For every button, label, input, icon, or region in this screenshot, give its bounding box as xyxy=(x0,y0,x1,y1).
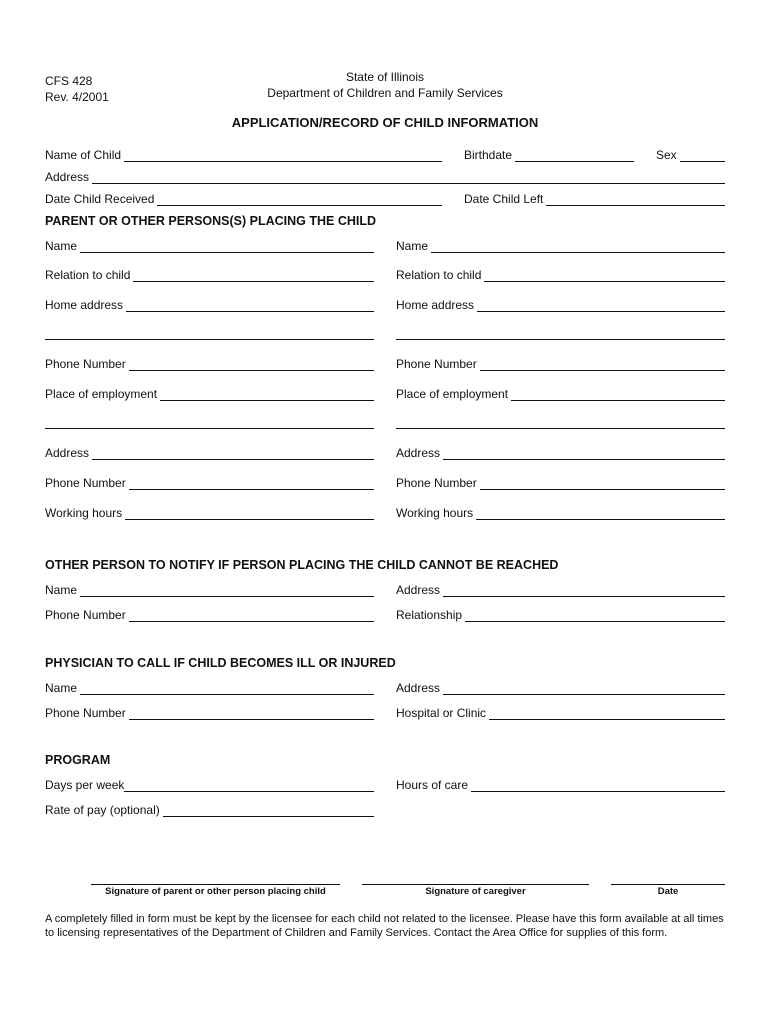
physician-phone-field[interactable] xyxy=(45,704,374,720)
rate-of-pay-field[interactable] xyxy=(45,801,374,817)
parent2-working-hours-label: Working hours xyxy=(396,506,474,520)
physician-name-field[interactable] xyxy=(45,679,374,695)
footer-instructions: A completely filled in form must be kept by the licensee for each child not related to the licensee. Please have this form available at all times to licensing representatives of the Department of Children and Family Services. Contact the Area Office for supplies of this form. xyxy=(45,913,724,939)
physician-section-heading: PHYSICIAN TO CALL IF CHILD BECOMES ILL OR INJURED xyxy=(45,656,396,670)
date-signature-label: Date xyxy=(657,886,679,897)
hours-of-care-field[interactable] xyxy=(396,776,725,792)
parent2-relation-label: Relation to child xyxy=(396,268,482,282)
parent2-phone-label: Phone Number xyxy=(396,357,477,371)
program-section-heading: PROGRAM xyxy=(45,753,111,767)
parent1-phone-label: Phone Number xyxy=(45,357,126,371)
notify-address-label: Address xyxy=(396,583,441,597)
hospital-field[interactable] xyxy=(396,704,725,720)
date-received-field[interactable] xyxy=(45,190,442,206)
physician-address-label: Address xyxy=(396,681,441,695)
form-number: CFS 428 xyxy=(45,74,93,88)
parent1-home-address-line2[interactable] xyxy=(45,339,374,340)
days-per-week-field[interactable] xyxy=(45,776,374,792)
parent2-employment-line2[interactable] xyxy=(396,428,725,429)
sex-label: Sex xyxy=(656,148,677,162)
physician-address-field[interactable] xyxy=(396,679,725,695)
parent1-home-address-label: Home address xyxy=(45,298,124,312)
form-revision: Rev. 4/2001 xyxy=(45,90,109,104)
notify-section-heading: OTHER PERSON TO NOTIFY IF PERSON PLACING THE CHILD CANNOT BE REACHED xyxy=(45,558,559,572)
parent-section-heading: PARENT OR OTHER PERSONS(S) PLACING THE CHILD xyxy=(45,214,377,228)
parent1-work-phone-field[interactable] xyxy=(45,474,374,490)
date-signature-line[interactable] xyxy=(611,884,725,885)
notify-phone-field[interactable] xyxy=(45,606,374,622)
parent2-name-field[interactable] xyxy=(396,237,725,253)
caregiver-signature-label: Signature of caregiver xyxy=(425,886,526,897)
parent2-home-address-field[interactable] xyxy=(396,296,725,312)
date-left-field[interactable] xyxy=(464,190,725,206)
parent1-name-field[interactable] xyxy=(45,237,374,253)
physician-phone-label: Phone Number xyxy=(45,706,126,720)
notify-name-field[interactable] xyxy=(45,581,374,597)
child-address-field[interactable] xyxy=(45,168,725,184)
parent2-employment-label: Place of employment xyxy=(396,387,509,401)
parent1-home-address-field[interactable] xyxy=(45,296,374,312)
parent1-name-label: Name xyxy=(45,239,78,253)
parent2-working-hours-field[interactable] xyxy=(396,504,725,520)
notify-relationship-label: Relationship xyxy=(396,608,463,622)
parent2-employment-field[interactable] xyxy=(396,385,725,401)
parent2-work-address-field[interactable] xyxy=(396,444,725,460)
parent-signature-label: Signature of parent or other person placing child xyxy=(105,886,326,897)
parent1-relation-label: Relation to child xyxy=(45,268,131,282)
notify-name-label: Name xyxy=(45,583,78,597)
parent2-phone-field[interactable] xyxy=(396,355,725,371)
form-title: APPLICATION/RECORD OF CHILD INFORMATION xyxy=(231,115,539,130)
caregiver-signature-line[interactable] xyxy=(362,884,589,885)
parent1-phone-field[interactable] xyxy=(45,355,374,371)
parent-signature-line[interactable] xyxy=(91,884,340,885)
hours-of-care-label: Hours of care xyxy=(396,778,469,792)
child-name-field[interactable] xyxy=(45,146,442,162)
parent1-work-address-label: Address xyxy=(45,446,90,460)
parent2-work-phone-label: Phone Number xyxy=(396,476,477,490)
child-address-label: Address xyxy=(45,170,90,184)
parent2-home-address-line2[interactable] xyxy=(396,339,725,340)
date-left-label: Date Child Left xyxy=(464,192,544,206)
physician-name-label: Name xyxy=(45,681,78,695)
child-name-label: Name of Child xyxy=(45,148,122,162)
department-name: Department of Children and Family Services xyxy=(267,86,503,100)
parent1-working-hours-label: Working hours xyxy=(45,506,123,520)
date-received-label: Date Child Received xyxy=(45,192,155,206)
parent1-employment-field[interactable] xyxy=(45,385,374,401)
parent1-relation-field[interactable] xyxy=(45,266,374,282)
rate-of-pay-label: Rate of pay (optional) xyxy=(45,803,160,817)
parent2-name-label: Name xyxy=(396,239,429,253)
notify-address-field[interactable] xyxy=(396,581,725,597)
days-per-week-label: Days per week xyxy=(45,778,125,792)
notify-phone-label: Phone Number xyxy=(45,608,126,622)
parent2-work-address-label: Address xyxy=(396,446,441,460)
parent1-work-address-field[interactable] xyxy=(45,444,374,460)
parent1-employment-line2[interactable] xyxy=(45,428,374,429)
birthdate-field[interactable] xyxy=(464,146,634,162)
birthdate-label: Birthdate xyxy=(464,148,513,162)
notify-relationship-field[interactable] xyxy=(396,606,725,622)
parent2-work-phone-field[interactable] xyxy=(396,474,725,490)
parent2-relation-field[interactable] xyxy=(396,266,725,282)
hospital-label: Hospital or Clinic xyxy=(396,706,487,720)
parent1-employment-label: Place of employment xyxy=(45,387,158,401)
state-name: State of Illinois xyxy=(345,70,425,84)
sex-field[interactable] xyxy=(656,146,725,162)
parent2-home-address-label: Home address xyxy=(396,298,475,312)
parent1-working-hours-field[interactable] xyxy=(45,504,374,520)
parent1-work-phone-label: Phone Number xyxy=(45,476,126,490)
